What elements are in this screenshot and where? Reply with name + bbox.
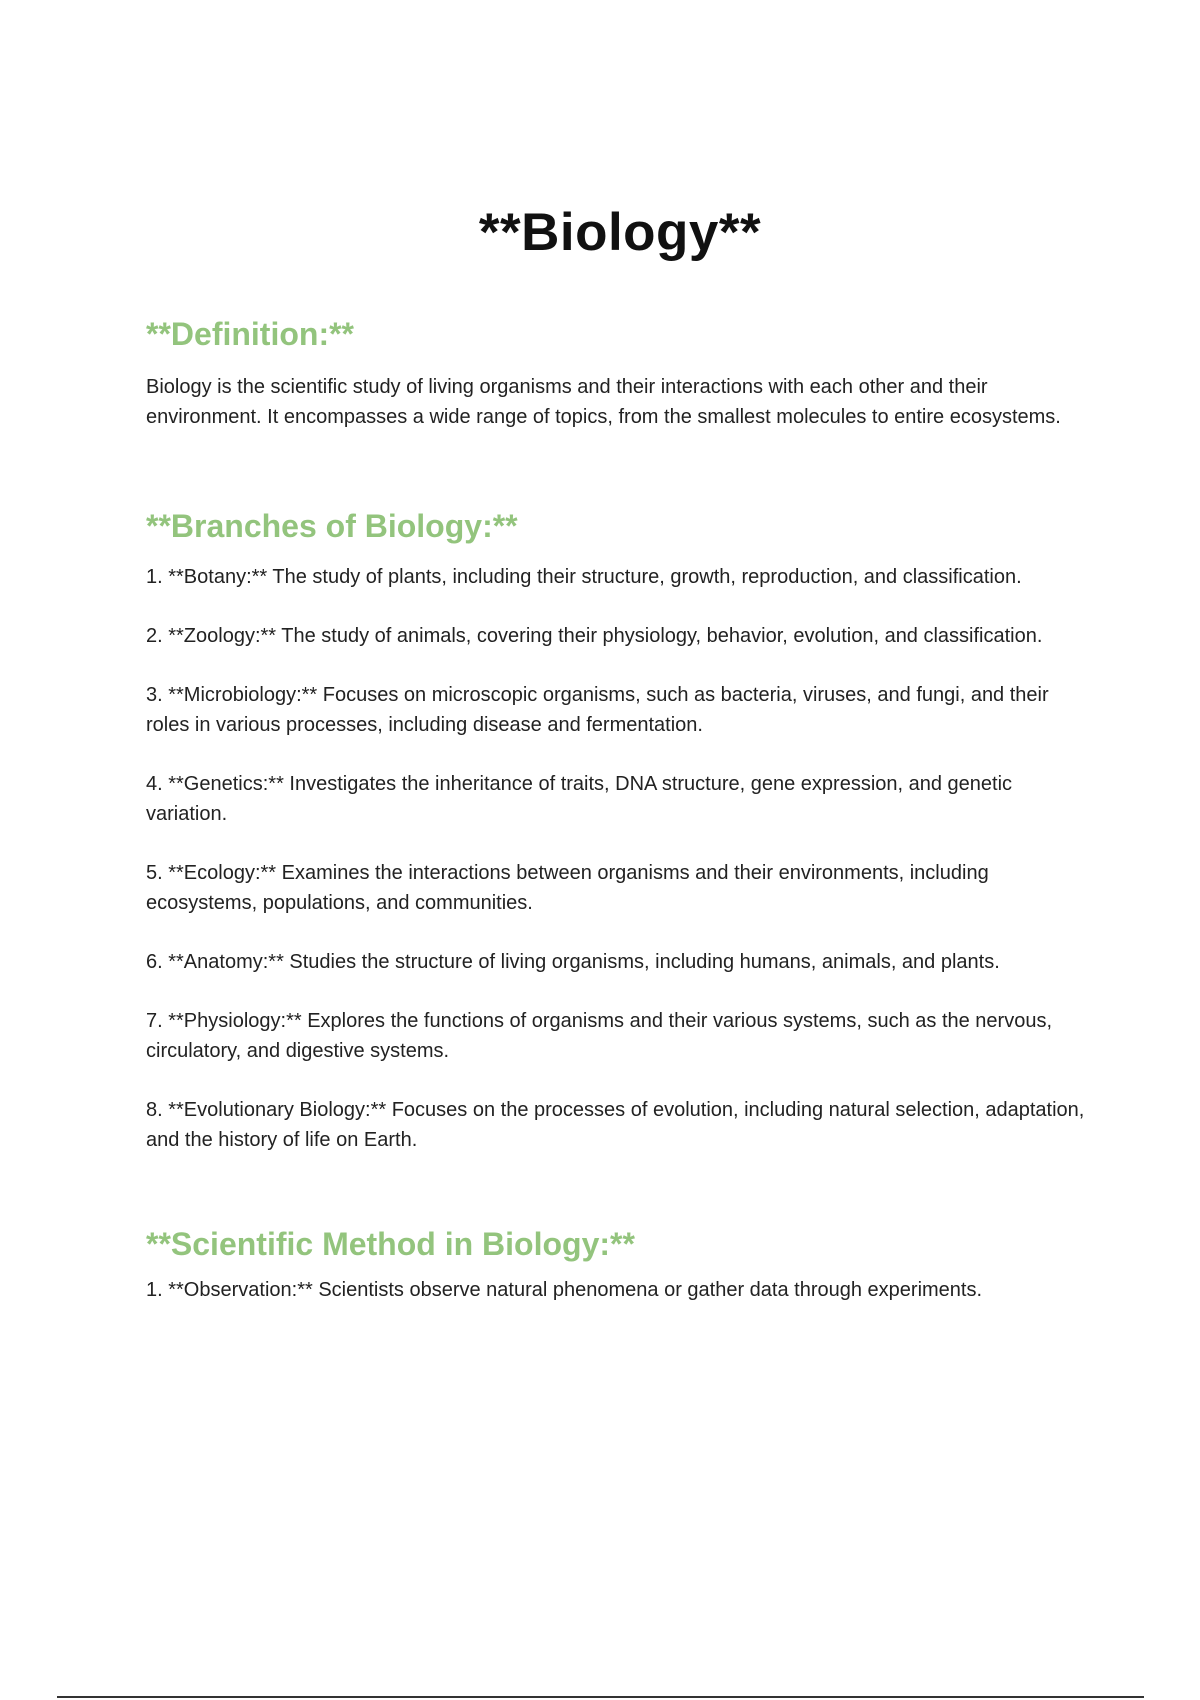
page-bottom-rule <box>57 1696 1144 1698</box>
definition-section <box>146 315 1086 432</box>
branches-list <box>146 562 1086 1155</box>
definition-paragraph: Biology is the scientific study of living organisms and their interactions with each other and their environment. It encompasses a wide range of topics, from the smallest molecules to entire ecosystems. <box>146 376 1061 429</box>
page-title: **Biology** <box>478 202 762 262</box>
document-body <box>146 315 1086 1305</box>
branch-item-genetics: 4. **Genetics:** Investigates the inheritance of traits, DNA structure, gene expression, and genetic variation. <box>146 772 1013 825</box>
branch-item-botany: 1. **Botany:** The study of plants, including their structure, growth, reproduction, and classification. <box>146 565 1022 588</box>
method-step-observation: 1. **Observation:** Scientists observe natural phenomena or gather data through experiments. <box>146 1279 983 1302</box>
branch-item-ecology: 5. **Ecology:** Examines the interactions between organisms and their environments, including ecosystems, populations, and communities. <box>146 861 989 914</box>
definition-heading: **Definition:** <box>146 316 354 352</box>
branches-heading: **Branches of Biology:** <box>146 508 518 545</box>
scientific-method-section <box>146 1225 1086 1305</box>
branch-item-microbiology: 3. **Microbiology:** Focuses on microscopic organisms, such as bacteria, viruses, and fungi, and their roles in various processes, including disease and fermentation. <box>146 683 1049 736</box>
branches-section <box>146 507 1086 1154</box>
branch-item-anatomy: 6. **Anatomy:** Studies the structure of living organisms, including humans, animals, and plants. <box>146 950 1000 973</box>
scientific-method-heading: **Scientific Method in Biology:** <box>146 1225 635 1262</box>
branch-item-zoology: 2. **Zoology:** The study of animals, covering their physiology, behavior, evolution, and classification. <box>146 624 1043 647</box>
branch-item-evolutionary-biology: 8. **Evolutionary Biology:** Focuses on the processes of evolution, including natural selection, adaptation, and the history of life on Earth. <box>146 1098 1085 1151</box>
branch-item-physiology: 7. **Physiology:** Explores the functions of organisms and their various systems, such as the nervous, circulatory, and digestive systems. <box>146 1009 1053 1062</box>
